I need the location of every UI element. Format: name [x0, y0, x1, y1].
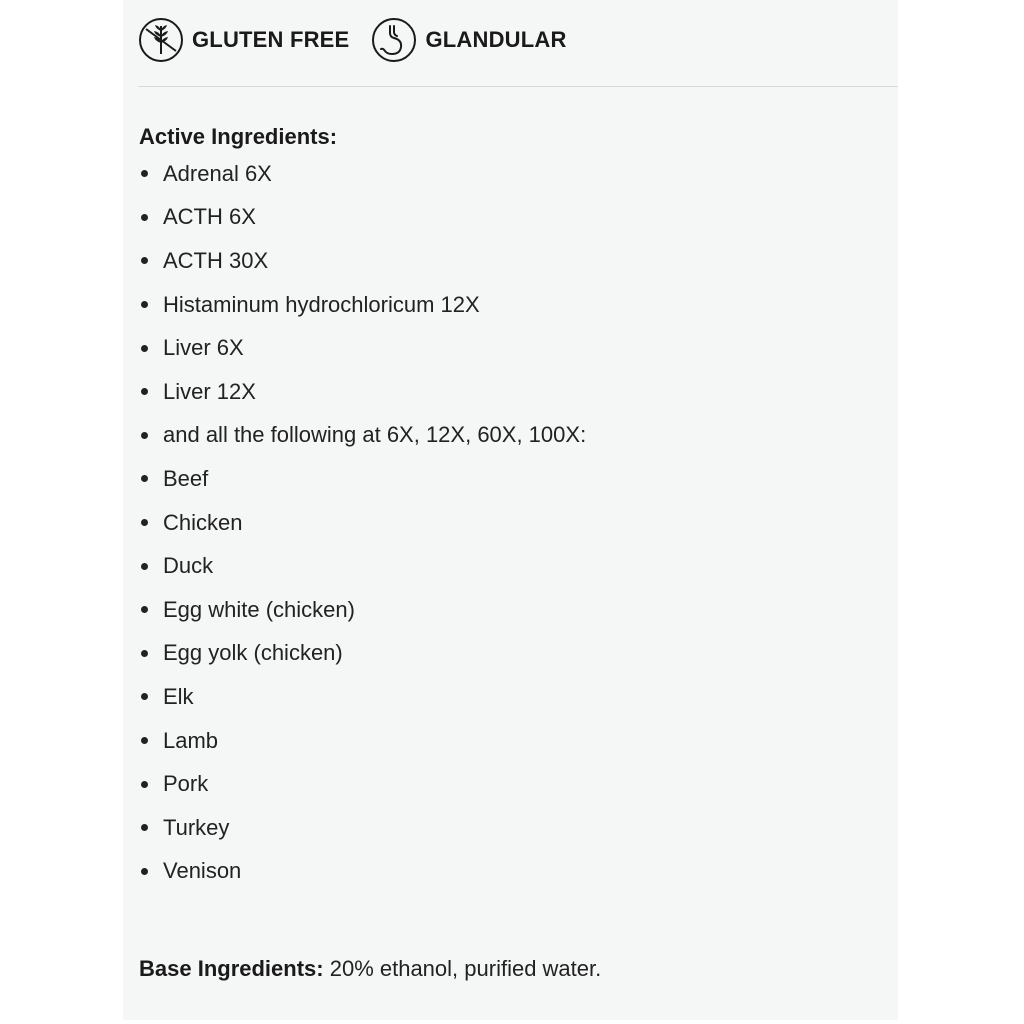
bullet: [141, 868, 148, 875]
list-item: [139, 719, 586, 763]
bullet: [141, 737, 148, 744]
wheat-crossed-icon: [138, 17, 184, 63]
list-item: [139, 196, 586, 240]
bullet: [141, 214, 148, 221]
ingredient-text: Chicken: [163, 509, 243, 535]
list-item: [139, 414, 586, 458]
ingredient-text: and all the following at 6X, 12X, 60X, 100X:: [163, 422, 587, 448]
list-item: [139, 152, 586, 196]
ingredient-text: Venison: [163, 858, 242, 884]
list-item: [139, 762, 586, 806]
bullet: [141, 432, 148, 439]
list-item: [139, 501, 586, 545]
ingredient-text: Beef: [163, 465, 209, 491]
bullet: [141, 606, 148, 613]
base-ingredients: [139, 956, 601, 982]
ingredient-text: Pork: [163, 771, 209, 797]
ingredient-text: ACTH 6X: [163, 204, 256, 230]
product-badges: [138, 16, 589, 64]
ingredient-text: Liver 12X: [163, 378, 256, 404]
bullet: [141, 170, 148, 177]
ingredient-text: ACTH 30X: [163, 247, 269, 273]
active-ingredients-list: [139, 152, 586, 893]
list-item: [139, 806, 586, 850]
ingredient-text: Lamb: [163, 727, 219, 753]
bullet: [141, 563, 148, 570]
list-item: [139, 457, 586, 501]
list-item: [139, 850, 586, 894]
active-ingredients-heading: Active Ingredients:: [139, 124, 338, 149]
list-item: [139, 632, 586, 676]
product-info-panel: [123, 0, 898, 1020]
ingredient-text: Adrenal 6X: [163, 160, 272, 186]
ingredient-text: Liver 6X: [163, 335, 244, 361]
list-item: [139, 283, 586, 327]
bullet: [141, 693, 148, 700]
ingredient-text: Egg yolk (chicken): [163, 640, 343, 666]
list-item: [139, 675, 586, 719]
bullet: [141, 650, 148, 657]
list-item: [139, 588, 586, 632]
list-item: [139, 239, 586, 283]
section-divider: [138, 86, 898, 87]
badge-label: GLANDULAR: [425, 27, 567, 52]
bullet: [141, 257, 148, 264]
stomach-icon: [371, 17, 417, 63]
badge-glandular: [371, 17, 566, 63]
ingredient-text: Egg white (chicken): [163, 596, 355, 622]
ingredient-text: Turkey: [163, 814, 230, 840]
list-item: [139, 544, 586, 588]
badge-label: GLUTEN FREE: [192, 27, 350, 52]
badge-gluten-free: [138, 17, 349, 63]
base-ingredients-label: Base Ingredients:: [139, 956, 324, 981]
base-ingredients-value: 20% ethanol, purified water.: [323, 956, 602, 981]
bullet: [141, 388, 148, 395]
ingredient-text: Histaminum hydrochloricum 12X: [163, 291, 480, 317]
list-item: [139, 326, 586, 370]
list-item: [139, 370, 586, 414]
bullet: [141, 475, 148, 482]
bullet: [141, 301, 148, 308]
bullet: [141, 345, 148, 352]
ingredient-text: Elk: [163, 683, 194, 709]
bullet: [141, 781, 148, 788]
bullet: [141, 824, 148, 831]
bullet: [141, 519, 148, 526]
ingredient-text: Duck: [163, 553, 214, 579]
